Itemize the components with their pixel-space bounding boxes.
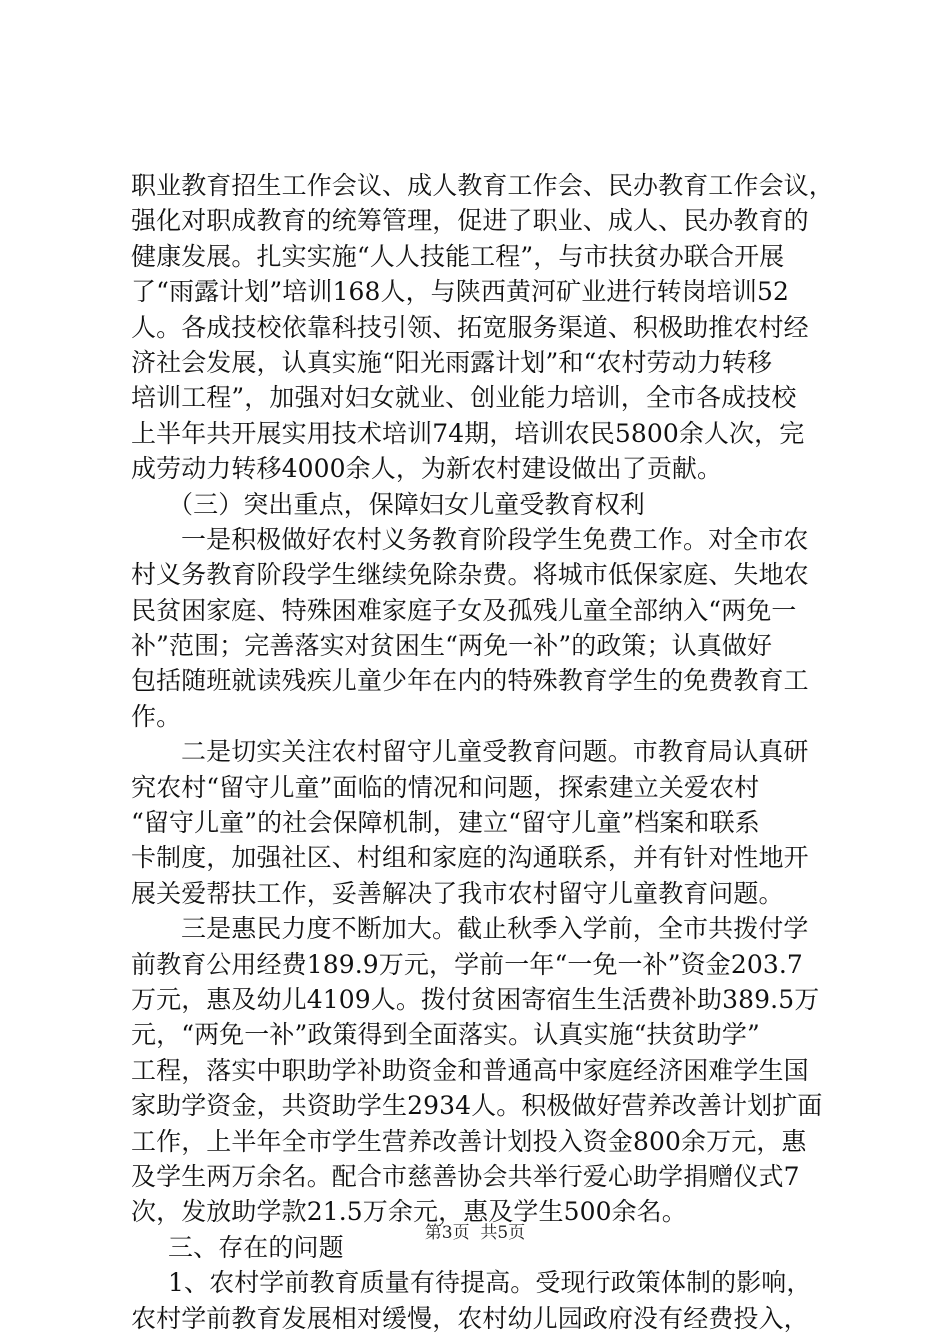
text-line: 济社会发展，认真实施“阳光雨露计划”和“农村劳动力转移 xyxy=(131,347,773,377)
text-line: 上半年共开展实用技术培训74期，培训农民5800余人次，完 xyxy=(131,418,805,448)
text-line: 工作，上半年全市学生营养改善计划投入资金800余万元，惠 xyxy=(131,1126,807,1156)
text-line: 了“雨露计划”培训168人，与陕西黄河矿业进行转岗培训52 xyxy=(131,277,789,307)
text-line: 展关爱帮扶工作，妥善解决了我市农村留守儿童教育问题。 xyxy=(131,878,784,908)
paragraph-start-line: 一是积极做好农村义务教育阶段学生免费工作。对全市农 xyxy=(181,524,809,554)
text-line: 村义务教育阶段学生继续免除杂费。将城市低保家庭、失地农 xyxy=(131,560,809,590)
text-line: 包括随班就读残疾儿童少年在内的特殊教育学生的免费教育工 xyxy=(131,666,809,696)
text-line: “留守儿童”的社会保障机制，建立“留守儿童”档案和联系 xyxy=(131,808,760,838)
text-line: 前教育公用经费189.9万元，学前一年“一免一补”资金203.7 xyxy=(131,949,803,979)
paragraph-start-line: 二是切实关注农村留守儿童受教育问题。市教育局认真研 xyxy=(181,737,809,767)
text-line: 职业教育招生工作会议、成人教育工作会、民办教育工作会议， xyxy=(131,171,834,200)
text-line: 元，“两免一补”政策得到全面落实。认真实施“扶贫助学” xyxy=(131,1020,760,1050)
text-line: 作。 xyxy=(131,701,182,731)
text-line: 培训工程”，加强对妇女就业、创业能力培训，全市各成技校 xyxy=(131,383,797,413)
text-line: 农村学前教育发展相对缓慢，农村幼儿园政府没有经费投入， xyxy=(131,1303,809,1333)
text-line: 究农村“留守儿童”面临的情况和问题，探索建立关爱农村 xyxy=(131,772,760,802)
text-line: 工程，落实中职助学补助资金和普通高中家庭经济困难学生国 xyxy=(131,1055,809,1085)
text-line: 健康发展。扎实实施“人人技能工程”，与市扶贫办联合开展 xyxy=(131,241,785,271)
text-line: 民贫困家庭、特殊困难家庭子女及孤残儿童全部纳入“两免一 xyxy=(131,595,797,625)
section-heading: （三）突出重点，保障妇女儿童受教育权利 xyxy=(168,489,645,519)
section-heading: 三、存在的问题 xyxy=(168,1232,344,1262)
page-footer: 第3页 共5页 xyxy=(424,1223,526,1243)
text-line: 万元，惠及幼儿4109人。拨付贫困寄宿生生活费补助389.5万 xyxy=(131,984,820,1014)
text-line: 次，发放助学款21.5万余元，惠及学生500余名。 xyxy=(131,1197,687,1227)
body-text xyxy=(131,168,834,1336)
text-line: 家助学资金，共资助学生2934人。积极做好营养改善计划扩面 xyxy=(131,1091,823,1121)
paragraph-start-line: 1、农村学前教育质量有待提高。受现行政策体制的影响， xyxy=(168,1268,812,1298)
text-line: 及学生两万余名。配合市慈善协会共举行爱心助学捐赠仪式7 xyxy=(131,1161,800,1191)
text-line: 人。各成技校依靠科技引领、拓宽服务渠道、积极助推农村经 xyxy=(131,312,809,342)
text-line: 成劳动力转移4000余人，为新农村建设做出了贡献。 xyxy=(131,454,723,484)
text-line: 补”范围；完善落实对贫困生“两免一补”的政策；认真做好 xyxy=(131,631,773,661)
paragraph-start-line: 三是惠民力度不断加大。截止秋季入学前，全市共拨付学 xyxy=(181,914,809,944)
text-line: 卡制度，加强社区、村组和家庭的沟通联系，并有针对性地开 xyxy=(131,843,809,873)
text-line: 强化对职成教育的统筹管理，促进了职业、成人、民办教育的 xyxy=(131,206,809,236)
